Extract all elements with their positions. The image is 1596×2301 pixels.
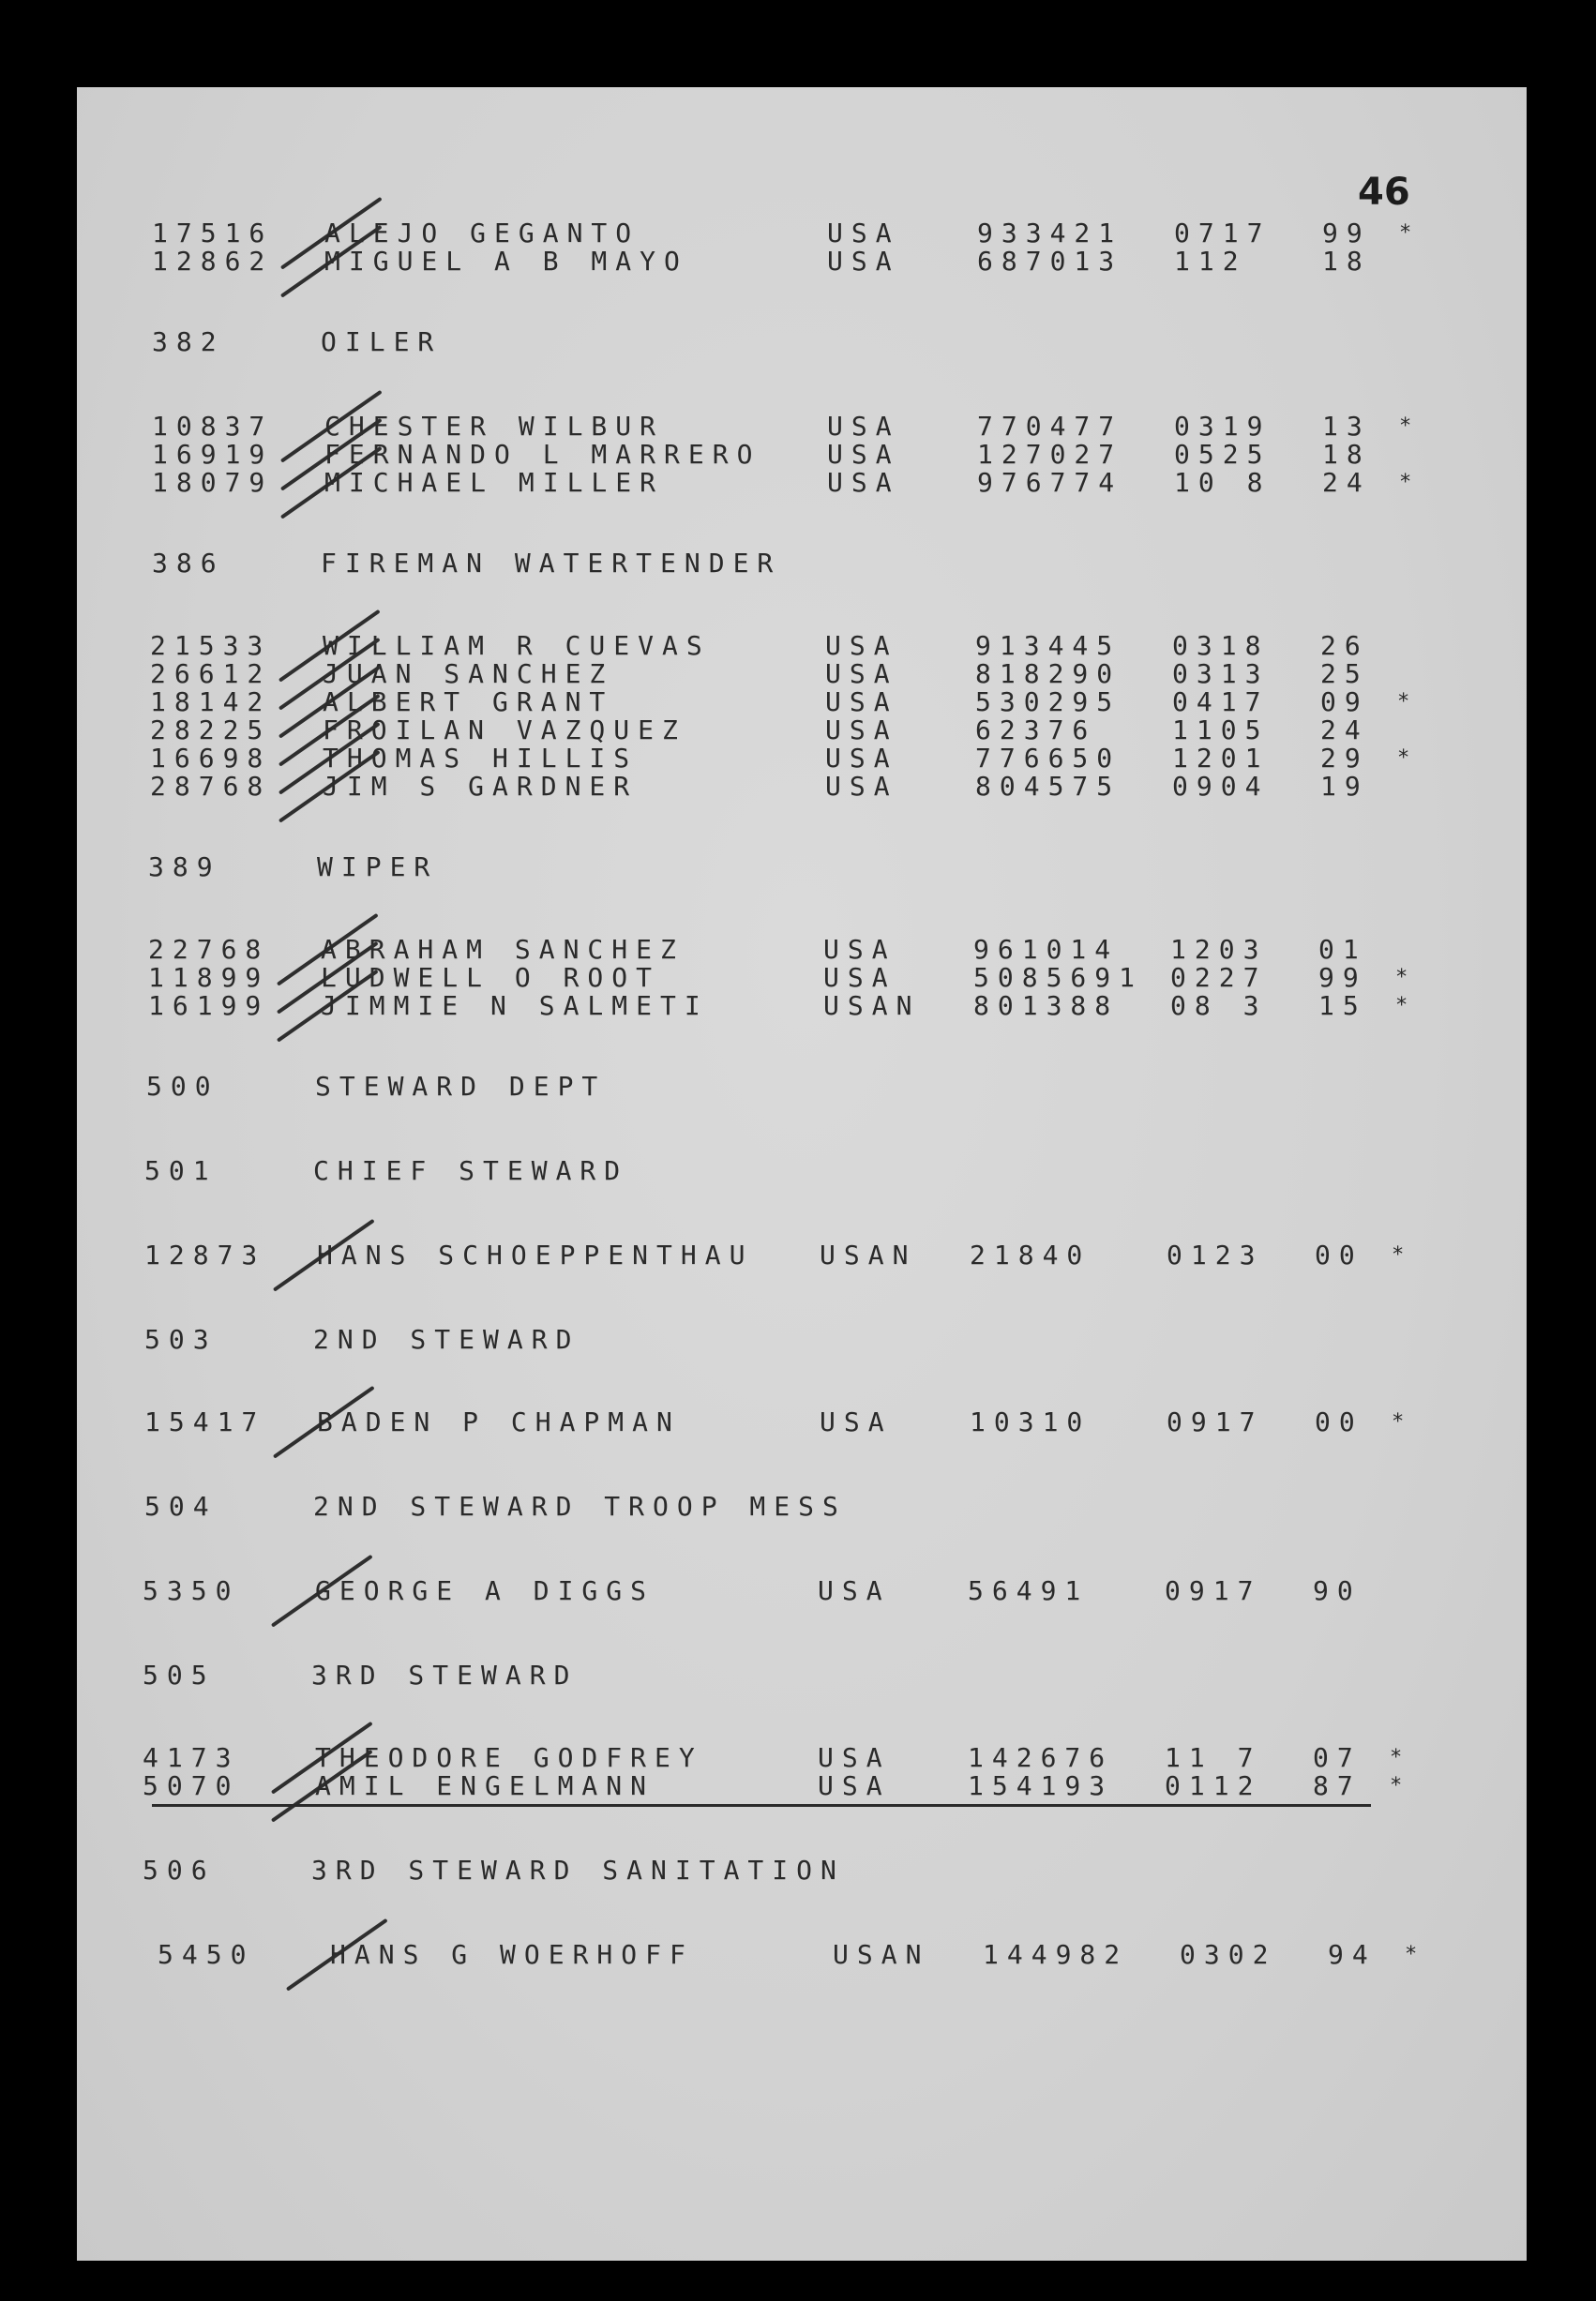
crew-code: 0313	[1172, 658, 1270, 689]
crew-citizenship: USA	[827, 246, 900, 277]
crew-row	[152, 218, 1465, 249]
crew-code: 0917	[1167, 1406, 1264, 1437]
crew-code: 1201	[1172, 743, 1270, 774]
crew-citizenship: USAN	[833, 1939, 930, 1970]
crew-value: 09	[1320, 686, 1369, 717]
crew-row	[148, 962, 1461, 994]
crew-name: WILLIAM R CUEVAS	[323, 630, 711, 661]
crew-name: CHESTER WILBUR	[324, 411, 665, 442]
crew-row	[152, 467, 1465, 499]
crew-id: 17516	[152, 218, 274, 248]
section-title: CHIEF STEWARD	[313, 1155, 629, 1186]
crew-row	[152, 246, 1465, 278]
section-code: 504	[144, 1491, 218, 1522]
crew-row	[148, 934, 1461, 966]
crew-citizenship: USA	[825, 771, 898, 802]
crew-name: JUAN SANCHEZ	[323, 658, 614, 689]
section-heading	[144, 1491, 1457, 1523]
crew-name: JIMMIE N SALMETI	[321, 990, 709, 1021]
star-mark: *	[1399, 414, 1412, 438]
crew-number: 530295	[975, 686, 1122, 717]
crew-number: 804575	[975, 771, 1122, 802]
crew-code: 0917	[1165, 1575, 1262, 1606]
section-heading	[152, 548, 1465, 579]
crew-name: MICHAEL MILLER	[324, 467, 665, 498]
crew-code: 112	[1174, 246, 1247, 277]
crew-value: 01	[1318, 934, 1367, 965]
star-mark: *	[1397, 690, 1410, 714]
crew-row	[150, 714, 1463, 746]
crew-number: 961014	[973, 934, 1120, 965]
crew-name: FROILAN VAZQUEZ	[323, 714, 686, 745]
crew-id: 26612	[150, 658, 272, 689]
crew-name: ALBERT GRANT	[323, 686, 614, 717]
section-heading	[143, 1660, 1455, 1692]
section-code: 501	[144, 1155, 218, 1186]
section-title: OILER	[321, 326, 443, 357]
crew-code: 1203	[1170, 934, 1268, 965]
crew-id: 11899	[148, 962, 270, 993]
crew-number: 801388	[973, 990, 1120, 1021]
star-mark: *	[1397, 746, 1410, 770]
crew-row	[143, 1770, 1455, 1802]
crew-id: 15417	[144, 1406, 266, 1437]
crew-citizenship: USA	[827, 467, 900, 498]
section-title: 2ND STEWARD	[313, 1324, 580, 1355]
crew-row	[143, 1575, 1455, 1607]
crew-value: 87	[1313, 1770, 1362, 1801]
crew-row	[152, 439, 1465, 471]
section-code: 386	[152, 548, 225, 579]
crew-code: 0227	[1170, 962, 1268, 993]
section-title: 3RD STEWARD	[311, 1660, 579, 1691]
crew-citizenship: USA	[825, 714, 898, 745]
crew-number: 770477	[977, 411, 1123, 442]
crew-value: 00	[1315, 1240, 1363, 1271]
crew-name: GEORGE A DIGGS	[315, 1575, 655, 1606]
crew-number: 5085691	[973, 962, 1144, 993]
crew-citizenship: USAN	[823, 990, 921, 1021]
crew-name: BADEN P CHAPMAN	[317, 1406, 681, 1437]
crew-name: ALEJO GEGANTO	[324, 218, 640, 248]
crew-id: 12862	[152, 246, 274, 277]
crew-number: 818290	[975, 658, 1122, 689]
star-mark: *	[1395, 966, 1408, 989]
crew-code: 08 3	[1170, 990, 1268, 1021]
crew-number: 21840	[970, 1240, 1092, 1271]
section-title: FIREMAN WATERTENDER	[321, 548, 782, 579]
crew-code: 0123	[1167, 1240, 1264, 1271]
crew-id: 28768	[150, 771, 272, 802]
crew-citizenship: USA	[825, 630, 898, 661]
crew-number: 127027	[977, 439, 1123, 470]
crew-row	[152, 411, 1465, 443]
crew-id: 21533	[150, 630, 272, 661]
star-mark: *	[1395, 994, 1408, 1017]
star-mark: *	[1399, 471, 1412, 494]
crew-value: 19	[1320, 771, 1369, 802]
crew-id: 12873	[144, 1240, 266, 1271]
section-heading	[152, 326, 1465, 358]
crew-citizenship: USA	[827, 218, 900, 248]
crew-value: 24	[1322, 467, 1371, 498]
crew-name: HANS SCHOEPPENTHAU	[317, 1240, 754, 1271]
crew-citizenship: USA	[820, 1406, 893, 1437]
crew-citizenship: USA	[818, 1575, 891, 1606]
crew-name: THOMAS HILLIS	[323, 743, 639, 774]
crew-id: 18142	[150, 686, 272, 717]
star-mark: *	[1405, 1943, 1418, 1966]
crew-value: 99	[1318, 962, 1367, 993]
crew-number: 913445	[975, 630, 1122, 661]
crew-name: FERNANDO L MARRERO	[324, 439, 761, 470]
crew-code: 10 8	[1174, 467, 1272, 498]
crew-value: 90	[1313, 1575, 1362, 1606]
crew-citizenship: USA	[818, 1742, 891, 1773]
crew-value: 25	[1320, 658, 1369, 689]
crew-name: MIGUEL A B MAYO	[324, 246, 688, 277]
crew-citizenship: USA	[825, 658, 898, 689]
section-heading	[144, 1324, 1457, 1356]
section-code: 503	[144, 1324, 218, 1355]
crew-row	[148, 990, 1461, 1022]
crew-name: JIM S GARDNER	[323, 771, 639, 802]
crew-id: 16199	[148, 990, 270, 1021]
crew-number: 154193	[968, 1770, 1114, 1801]
section-heading	[146, 1071, 1459, 1103]
crew-number: 142676	[968, 1742, 1114, 1773]
crew-value: 18	[1322, 246, 1371, 277]
crew-number: 62376	[975, 714, 1097, 745]
section-code: 500	[146, 1071, 219, 1102]
crew-value: 94	[1328, 1939, 1377, 1970]
crew-code: 0112	[1165, 1770, 1262, 1801]
crew-value: 24	[1320, 714, 1369, 745]
crew-value: 18	[1322, 439, 1371, 470]
crew-name: AMIL ENGELMANN	[315, 1770, 655, 1801]
crew-number: 976774	[977, 467, 1123, 498]
crew-name: ABRAHAM SANCHEZ	[321, 934, 685, 965]
crew-code: 0904	[1172, 771, 1270, 802]
section-heading	[148, 851, 1461, 883]
crew-number: 10310	[970, 1406, 1092, 1437]
crew-row	[150, 658, 1463, 690]
crew-id: 16698	[150, 743, 272, 774]
crew-id: 18079	[152, 467, 274, 498]
section-heading	[144, 1155, 1457, 1187]
crew-row	[143, 1742, 1455, 1774]
crew-value: 15	[1318, 990, 1367, 1021]
section-title: 2ND STEWARD TROOP MESS	[313, 1491, 847, 1522]
star-mark: *	[1399, 221, 1412, 245]
crew-row	[158, 1939, 1470, 1971]
crew-row	[144, 1240, 1457, 1271]
crew-code: 0717	[1174, 218, 1272, 248]
crew-citizenship: USA	[827, 411, 900, 442]
crew-name: THEODORE GODFREY	[315, 1742, 703, 1773]
crew-code: 0417	[1172, 686, 1270, 717]
crew-number: 933421	[977, 218, 1123, 248]
section-heading	[143, 1855, 1455, 1887]
crew-citizenship: USAN	[820, 1240, 917, 1271]
crew-citizenship: USA	[823, 962, 896, 993]
crew-row	[150, 686, 1463, 718]
crew-citizenship: USA	[825, 743, 898, 774]
crew-citizenship: USA	[825, 686, 898, 717]
crew-id: 16919	[152, 439, 274, 470]
star-mark: *	[1390, 1774, 1403, 1797]
crew-number: 56491	[968, 1575, 1090, 1606]
crew-citizenship: USA	[818, 1770, 891, 1801]
section-title: WIPER	[317, 851, 439, 882]
crew-id: 28225	[150, 714, 272, 745]
strikethrough-line	[152, 1804, 1371, 1807]
star-mark: *	[1392, 1243, 1405, 1267]
crew-row	[150, 771, 1463, 803]
crew-code: 0302	[1180, 1939, 1277, 1970]
crew-code: 0319	[1174, 411, 1272, 442]
crew-code: 0525	[1174, 439, 1272, 470]
crew-id: 5450	[158, 1939, 255, 1970]
crew-id: 4173	[143, 1742, 240, 1773]
crew-id: 10837	[152, 411, 274, 442]
crew-value: 99	[1322, 218, 1371, 248]
crew-value: 00	[1315, 1406, 1363, 1437]
section-code: 506	[143, 1855, 216, 1886]
crew-value: 13	[1322, 411, 1371, 442]
section-title: STEWARD DEPT	[315, 1071, 607, 1102]
crew-citizenship: USA	[823, 934, 896, 965]
crew-value: 29	[1320, 743, 1369, 774]
crew-value: 26	[1320, 630, 1369, 661]
crew-row	[144, 1406, 1457, 1438]
crew-code: 11 7	[1165, 1742, 1262, 1773]
crew-number: 776650	[975, 743, 1122, 774]
crew-row	[150, 630, 1463, 662]
crew-value: 07	[1313, 1742, 1362, 1773]
page-number: 46	[1358, 171, 1410, 214]
section-code: 382	[152, 326, 225, 357]
crew-number: 144982	[983, 1939, 1129, 1970]
crew-id: 5350	[143, 1575, 240, 1606]
crew-name: HANS G WOERHOFF	[330, 1939, 694, 1970]
section-title: 3RD STEWARD SANITATION	[311, 1855, 845, 1886]
star-mark: *	[1390, 1746, 1403, 1769]
crew-id: 22768	[148, 934, 270, 965]
crew-number: 687013	[977, 246, 1123, 277]
crew-name: LUDWELL O ROOT	[321, 962, 661, 993]
crew-id: 5070	[143, 1770, 240, 1801]
section-code: 505	[143, 1660, 216, 1691]
crew-code: 0318	[1172, 630, 1270, 661]
crew-citizenship: USA	[827, 439, 900, 470]
section-code: 389	[148, 851, 221, 882]
crew-code: 1105	[1172, 714, 1270, 745]
star-mark: *	[1392, 1410, 1405, 1434]
crew-row	[150, 743, 1463, 775]
